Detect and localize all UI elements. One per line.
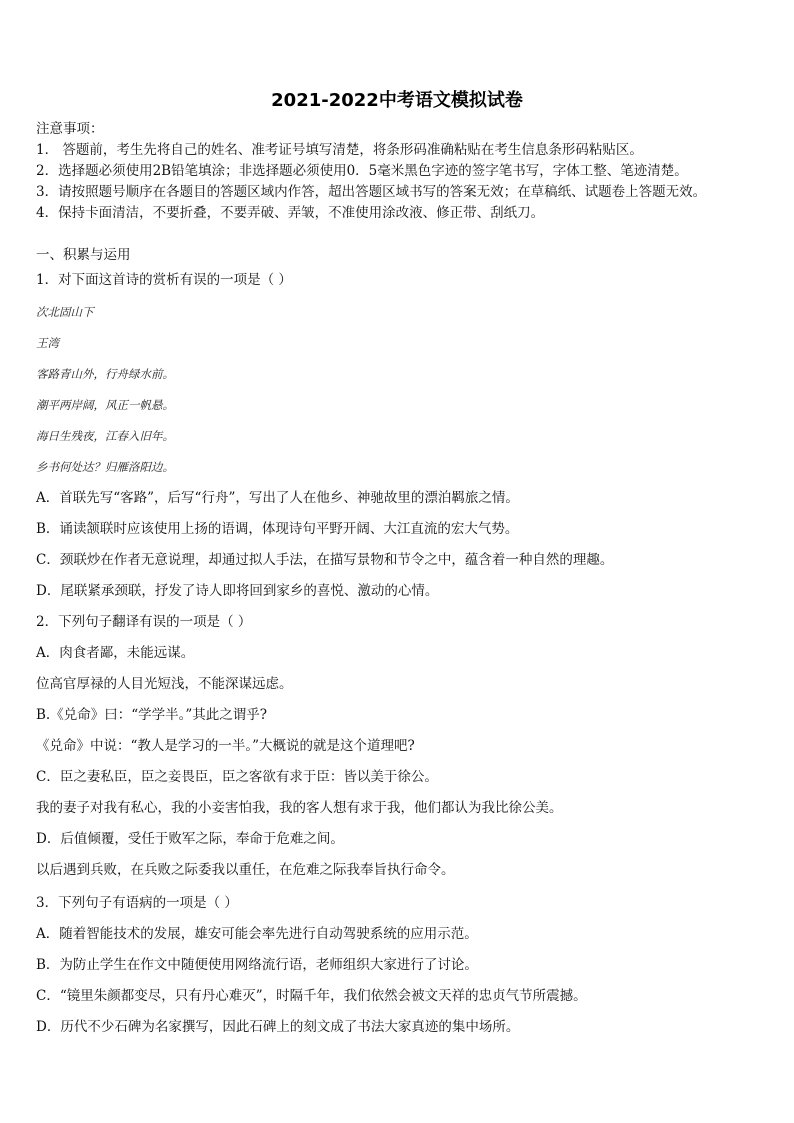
answer-line: B.《兑命》曰：“学学半。”其此之谓乎? xyxy=(36,707,268,723)
option-a: A．随着智能技术的发展，雄安可能会率先进行自动驾驶系统的应用示范。 xyxy=(36,926,478,942)
option-c: C．“镜里朱颜都变尽，只有丹心难灭”，时隔千年，我们依然会被文天祥的忠贞气节所震撼。 xyxy=(36,988,587,1004)
question-stem: 3．下列句子有语病的一项是（ ） xyxy=(36,895,238,911)
answer-line: 位高官厚禄的人目光短浅，不能深谋远虑。 xyxy=(36,676,293,692)
option-c: C．颈联炒在作者无意说理，却通过拟人手法，在描写景物和节令之中，蕴含着一种自然的理趣。 xyxy=(36,552,614,568)
option-b: B．为防止学生在作文中随便使用网络流行语，老师组织大家进行了讨论。 xyxy=(36,957,478,973)
page-title: 2021-2022中考语文模拟试卷 xyxy=(271,90,523,111)
notice-item: 3．请按照题号顺序在各题目的答题区域内作答，超出答题区域书写的答案无效；在草稿纸、试题卷上答题无效。 xyxy=(36,184,707,200)
notice-item: 4．保持卡面清洁，不要折叠，不要弄破、弄皱，不准使用涂改液、修正带、刮纸刀。 xyxy=(36,205,545,221)
option-d: D．尾联紧承颈联，抒发了诗人即将回到家乡的喜悦、激动的心情。 xyxy=(36,583,439,599)
poem-line: 潮平两岸阔，风正一帆悬。 xyxy=(36,398,174,412)
question-stem: 1．对下面这首诗的赏析有误的一项是（ ） xyxy=(36,272,292,288)
answer-line: A．肉食者鄙，未能远谋。 xyxy=(36,645,195,661)
poem-line: 客路青山外，行舟绿水前。 xyxy=(36,367,174,381)
notice-heading: 注意事项： xyxy=(36,121,104,137)
answer-line: 《兑命》中说：“教人是学习的一半。”大概说的就是这个道理吧? xyxy=(36,738,415,754)
poem-line: 海日生残夜，江春入旧年。 xyxy=(36,429,174,443)
option-b: B．诵读颔联时应该使用上扬的语调，体现诗句平野开阔、大江直流的宏大气势。 xyxy=(36,521,519,537)
notice-item: 1． 答题前，考生先将自己的姓名、准考证号填写清楚，将条形码准确粘贴在考生信息条形码粘贴区。 xyxy=(36,142,643,158)
section-heading: 一、积累与运用 xyxy=(36,247,131,263)
answer-line: 我的妻子对我有私心，我的小妾害怕我，我的客人想有求于我，他们都认为我比徐公美。 xyxy=(36,800,563,816)
answer-line: D．后值倾覆，受任于败军之际，奉命于危难之间。 xyxy=(36,831,344,847)
answer-line: 以后遇到兵败，在兵败之际委我以重任，在危难之际我奉旨执行命令。 xyxy=(36,862,455,878)
poem-line: 乡书何处达？归雁洛阳边。 xyxy=(36,460,174,474)
notice-item: 2．选择题必须使用2B铅笔填涂；非选择题必须使用0．5毫米黑色字迹的签字笔书写，字体工整、笔迹清楚。 xyxy=(36,163,688,179)
option-a: A．首联先写“客路”，后写“行舟”，写出了人在他乡、神驰故里的漂泊羁旅之情。 xyxy=(36,490,519,506)
poem-title: 次北固山下 xyxy=(36,305,94,319)
answer-line: C．臣之妻私臣，臣之妾畏臣，臣之客欲有求于臣：皆以美于徐公。 xyxy=(36,769,438,785)
poem-author: 王湾 xyxy=(36,336,59,350)
question-stem: 2．下列句子翻译有误的一项是（ ） xyxy=(36,614,252,630)
option-d: D．历代不少石碑为名家撰写，因此石碑上的刻文成了书法大家真迹的集中场所。 xyxy=(36,1019,520,1035)
